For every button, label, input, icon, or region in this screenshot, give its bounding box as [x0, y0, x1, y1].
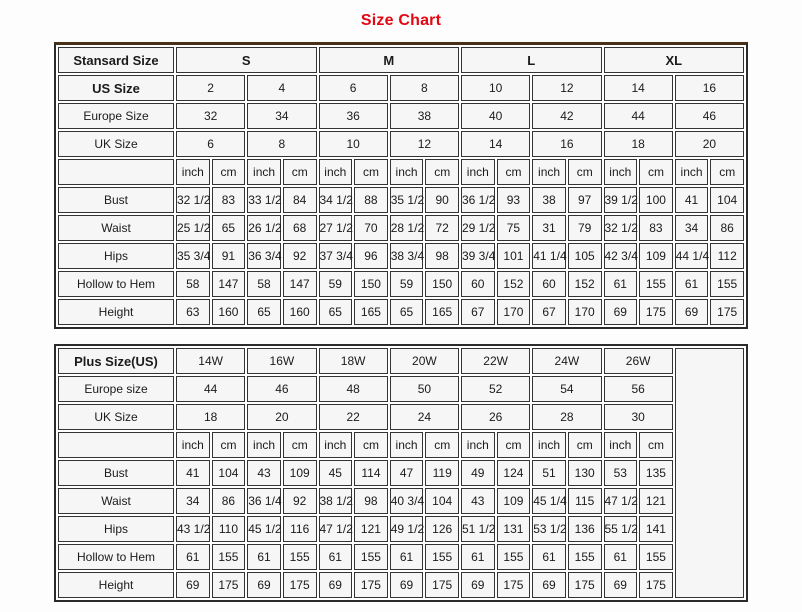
value-cell: 69 — [675, 299, 709, 325]
value-cell: 31 — [532, 215, 566, 241]
value-cell: 65 — [319, 299, 353, 325]
value-cell: 29 1/2 — [461, 215, 495, 241]
value-cell: 36 1/4 — [247, 488, 281, 514]
value-cell: 40 — [461, 103, 530, 129]
table-row — [58, 103, 744, 129]
value-cell: 36 3/4 — [247, 243, 281, 269]
value-cell: 34 — [176, 488, 210, 514]
value-cell: 26 — [461, 404, 530, 430]
value-cell: 35 3/4 — [176, 243, 210, 269]
value-cell: 16 — [675, 75, 744, 101]
value-cell: 35 1/2 — [390, 187, 424, 213]
value-cell: 36 — [319, 103, 388, 129]
value-cell: 115 — [568, 488, 602, 514]
value-cell: 20 — [247, 404, 316, 430]
value-cell: 53 — [604, 460, 638, 486]
value-cell: 114 — [354, 460, 388, 486]
value-cell: 18 — [604, 131, 673, 157]
value-cell: 34 — [247, 103, 316, 129]
corner-label-cell: Plus Size(US) — [58, 348, 174, 374]
value-cell: 48 — [319, 376, 388, 402]
row-label-cell: Waist — [58, 488, 174, 514]
row-label-cell: Height — [58, 299, 174, 325]
value-cell: 98 — [354, 488, 388, 514]
value-cell: 109 — [497, 488, 531, 514]
value-cell: 70 — [354, 215, 388, 241]
size-header-cell: 22W — [461, 348, 530, 374]
table-row — [58, 215, 744, 241]
unit-cell: inch — [461, 159, 495, 185]
value-cell: 160 — [283, 299, 317, 325]
value-cell: 58 — [176, 271, 210, 297]
value-cell: 44 — [176, 376, 245, 402]
table-row — [58, 376, 744, 402]
value-cell: 6 — [319, 75, 388, 101]
size-header-cell: L — [461, 47, 602, 73]
value-cell: 97 — [568, 187, 602, 213]
table-row — [58, 47, 744, 73]
unit-cell: cm — [497, 159, 531, 185]
value-cell: 10 — [319, 131, 388, 157]
value-cell: 36 1/2 — [461, 187, 495, 213]
value-cell: 150 — [425, 271, 459, 297]
size-header-cell: M — [319, 47, 460, 73]
value-cell: 55 1/2 — [604, 516, 638, 542]
unit-cell: cm — [425, 159, 459, 185]
value-cell: 170 — [497, 299, 531, 325]
value-cell: 51 — [532, 460, 566, 486]
value-cell: 61 — [532, 544, 566, 570]
row-label-cell: Europe Size — [58, 103, 174, 129]
value-cell: 6 — [176, 131, 245, 157]
value-cell: 131 — [497, 516, 531, 542]
table-row — [58, 159, 744, 185]
value-cell: 61 — [461, 544, 495, 570]
value-cell: 155 — [639, 544, 673, 570]
table-row — [58, 271, 744, 297]
value-cell: 43 — [247, 460, 281, 486]
standard-size-table — [54, 42, 748, 329]
value-cell: 119 — [425, 460, 459, 486]
size-header-cell: 20W — [390, 348, 459, 374]
value-cell: 45 1/2 — [247, 516, 281, 542]
row-label-cell: Europe size — [58, 376, 174, 402]
value-cell: 152 — [497, 271, 531, 297]
unit-cell: cm — [568, 159, 602, 185]
value-cell: 34 — [675, 215, 709, 241]
unit-cell: cm — [283, 432, 317, 458]
row-label-cell: US Size — [58, 75, 174, 101]
value-cell: 155 — [425, 544, 459, 570]
value-cell: 56 — [604, 376, 673, 402]
value-cell: 150 — [354, 271, 388, 297]
value-cell: 42 3/4 — [604, 243, 638, 269]
value-cell: 121 — [639, 488, 673, 514]
value-cell: 90 — [425, 187, 459, 213]
size-header-cell: 18W — [319, 348, 388, 374]
value-cell: 14 — [461, 131, 530, 157]
row-label-cell: Bust — [58, 460, 174, 486]
unit-cell: inch — [319, 159, 353, 185]
value-cell: 28 — [532, 404, 601, 430]
value-cell: 59 — [390, 271, 424, 297]
value-cell: 26 1/2 — [247, 215, 281, 241]
value-cell: 67 — [461, 299, 495, 325]
value-cell: 67 — [532, 299, 566, 325]
value-cell: 58 — [247, 271, 281, 297]
value-cell: 45 — [319, 460, 353, 486]
value-cell: 42 — [532, 103, 601, 129]
value-cell: 38 — [532, 187, 566, 213]
value-cell: 69 — [319, 572, 353, 598]
unit-cell: inch — [247, 159, 281, 185]
table-row — [58, 544, 744, 570]
size-header-cell: 26W — [604, 348, 673, 374]
value-cell: 46 — [247, 376, 316, 402]
value-cell: 41 1/4 — [532, 243, 566, 269]
value-cell: 86 — [212, 488, 246, 514]
value-cell: 175 — [639, 299, 673, 325]
value-cell: 175 — [710, 299, 744, 325]
unit-cell: cm — [425, 432, 459, 458]
value-cell: 72 — [425, 215, 459, 241]
value-cell: 54 — [532, 376, 601, 402]
row-label-cell: Hips — [58, 243, 174, 269]
value-cell: 43 — [461, 488, 495, 514]
table-row — [58, 75, 744, 101]
value-cell: 8 — [390, 75, 459, 101]
value-cell: 165 — [354, 299, 388, 325]
value-cell: 39 3/4 — [461, 243, 495, 269]
table-row — [58, 572, 744, 598]
value-cell: 30 — [604, 404, 673, 430]
table-row — [58, 488, 744, 514]
value-cell: 22 — [319, 404, 388, 430]
unit-cell: inch — [532, 432, 566, 458]
unit-cell: cm — [710, 159, 744, 185]
value-cell: 10 — [461, 75, 530, 101]
value-cell: 38 3/4 — [390, 243, 424, 269]
unit-cell: cm — [354, 159, 388, 185]
unit-cell: inch — [532, 159, 566, 185]
value-cell: 155 — [497, 544, 531, 570]
size-header-cell: XL — [604, 47, 745, 73]
value-cell: 135 — [639, 460, 673, 486]
value-cell: 18 — [176, 404, 245, 430]
value-cell: 155 — [212, 544, 246, 570]
table-row — [58, 460, 744, 486]
table-row — [58, 404, 744, 430]
unit-cell: inch — [461, 432, 495, 458]
row-label-cell: Hollow to Hem — [58, 544, 174, 570]
size-header-cell: S — [176, 47, 317, 73]
value-cell: 60 — [532, 271, 566, 297]
value-cell: 47 1/2 — [319, 516, 353, 542]
value-cell: 69 — [604, 299, 638, 325]
value-cell: 93 — [497, 187, 531, 213]
value-cell: 12 — [390, 131, 459, 157]
value-cell: 92 — [283, 488, 317, 514]
table-row — [58, 348, 744, 374]
value-cell: 104 — [710, 187, 744, 213]
value-cell: 14 — [604, 75, 673, 101]
value-cell: 96 — [354, 243, 388, 269]
value-cell: 50 — [390, 376, 459, 402]
value-cell: 92 — [283, 243, 317, 269]
value-cell: 61 — [675, 271, 709, 297]
value-cell: 43 1/2 — [176, 516, 210, 542]
row-label-cell: Height — [58, 572, 174, 598]
value-cell: 41 — [176, 460, 210, 486]
value-cell: 61 — [319, 544, 353, 570]
value-cell: 61 — [176, 544, 210, 570]
unit-cell: cm — [568, 432, 602, 458]
value-cell: 41 — [675, 187, 709, 213]
value-cell: 175 — [212, 572, 246, 598]
value-cell: 52 — [461, 376, 530, 402]
value-cell: 105 — [568, 243, 602, 269]
unit-cell: cm — [639, 432, 673, 458]
plus-size-table — [54, 344, 748, 602]
value-cell: 4 — [247, 75, 316, 101]
corner-label-cell: Stansard Size — [58, 47, 174, 73]
value-cell: 69 — [532, 572, 566, 598]
value-cell: 65 — [247, 299, 281, 325]
value-cell: 101 — [497, 243, 531, 269]
value-cell: 49 1/2 — [390, 516, 424, 542]
unit-cell: inch — [176, 159, 210, 185]
value-cell: 24 — [390, 404, 459, 430]
unit-cell: inch — [176, 432, 210, 458]
size-header-cell: 24W — [532, 348, 601, 374]
table-row — [58, 432, 744, 458]
value-cell: 98 — [425, 243, 459, 269]
value-cell: 75 — [497, 215, 531, 241]
value-cell: 130 — [568, 460, 602, 486]
empty-spacer-cell — [675, 348, 744, 598]
table-row — [58, 299, 744, 325]
value-cell: 12 — [532, 75, 601, 101]
value-cell: 136 — [568, 516, 602, 542]
value-cell: 104 — [425, 488, 459, 514]
value-cell: 27 1/2 — [319, 215, 353, 241]
value-cell: 44 1/4 — [675, 243, 709, 269]
unit-cell: inch — [390, 159, 424, 185]
value-cell: 109 — [639, 243, 673, 269]
table-row — [58, 516, 744, 542]
row-label-cell — [58, 159, 174, 185]
value-cell: 65 — [390, 299, 424, 325]
value-cell: 69 — [604, 572, 638, 598]
size-header-cell: 14W — [176, 348, 245, 374]
value-cell: 116 — [283, 516, 317, 542]
value-cell: 155 — [283, 544, 317, 570]
value-cell: 112 — [710, 243, 744, 269]
value-cell: 20 — [675, 131, 744, 157]
value-cell: 47 1/2 — [604, 488, 638, 514]
value-cell: 147 — [283, 271, 317, 297]
row-label-cell: UK Size — [58, 404, 174, 430]
unit-cell: inch — [319, 432, 353, 458]
value-cell: 147 — [212, 271, 246, 297]
value-cell: 51 1/2 — [461, 516, 495, 542]
value-cell: 34 1/2 — [319, 187, 353, 213]
value-cell: 84 — [283, 187, 317, 213]
value-cell: 69 — [247, 572, 281, 598]
unit-cell: cm — [497, 432, 531, 458]
value-cell: 38 — [390, 103, 459, 129]
value-cell: 155 — [568, 544, 602, 570]
value-cell: 160 — [212, 299, 246, 325]
value-cell: 69 — [461, 572, 495, 598]
table-row — [58, 131, 744, 157]
value-cell: 126 — [425, 516, 459, 542]
unit-cell: cm — [283, 159, 317, 185]
value-cell: 86 — [710, 215, 744, 241]
table-row — [58, 187, 744, 213]
value-cell: 141 — [639, 516, 673, 542]
value-cell: 46 — [675, 103, 744, 129]
value-cell: 37 3/4 — [319, 243, 353, 269]
value-cell: 155 — [354, 544, 388, 570]
value-cell: 175 — [354, 572, 388, 598]
value-cell: 69 — [390, 572, 424, 598]
value-cell: 44 — [604, 103, 673, 129]
unit-cell: cm — [354, 432, 388, 458]
value-cell: 61 — [604, 544, 638, 570]
value-cell: 110 — [212, 516, 246, 542]
value-cell: 61 — [390, 544, 424, 570]
value-cell: 83 — [212, 187, 246, 213]
unit-cell: cm — [639, 159, 673, 185]
value-cell: 40 3/4 — [390, 488, 424, 514]
value-cell: 47 — [390, 460, 424, 486]
value-cell: 25 1/2 — [176, 215, 210, 241]
value-cell: 170 — [568, 299, 602, 325]
unit-cell: inch — [604, 432, 638, 458]
value-cell: 65 — [212, 215, 246, 241]
value-cell: 32 — [176, 103, 245, 129]
value-cell: 121 — [354, 516, 388, 542]
value-cell: 28 1/2 — [390, 215, 424, 241]
value-cell: 39 1/2 — [604, 187, 638, 213]
value-cell: 104 — [212, 460, 246, 486]
unit-cell: inch — [604, 159, 638, 185]
value-cell: 100 — [639, 187, 673, 213]
value-cell: 68 — [283, 215, 317, 241]
value-cell: 175 — [425, 572, 459, 598]
value-cell: 61 — [247, 544, 281, 570]
row-label-cell: Hollow to Hem — [58, 271, 174, 297]
row-label-cell: UK Size — [58, 131, 174, 157]
value-cell: 88 — [354, 187, 388, 213]
value-cell: 45 1/4 — [532, 488, 566, 514]
value-cell: 83 — [639, 215, 673, 241]
value-cell: 33 1/2 — [247, 187, 281, 213]
value-cell: 2 — [176, 75, 245, 101]
size-header-cell: 16W — [247, 348, 316, 374]
value-cell: 16 — [532, 131, 601, 157]
value-cell: 63 — [176, 299, 210, 325]
unit-cell: cm — [212, 432, 246, 458]
value-cell: 61 — [604, 271, 638, 297]
value-cell: 38 1/2 — [319, 488, 353, 514]
unit-cell: cm — [212, 159, 246, 185]
value-cell: 175 — [283, 572, 317, 598]
value-cell: 109 — [283, 460, 317, 486]
value-cell: 69 — [176, 572, 210, 598]
value-cell: 79 — [568, 215, 602, 241]
row-label-cell: Bust — [58, 187, 174, 213]
value-cell: 32 1/2 — [176, 187, 210, 213]
value-cell: 155 — [639, 271, 673, 297]
value-cell: 53 1/2 — [532, 516, 566, 542]
unit-cell: inch — [390, 432, 424, 458]
value-cell: 152 — [568, 271, 602, 297]
value-cell: 165 — [425, 299, 459, 325]
row-label-cell: Hips — [58, 516, 174, 542]
value-cell: 124 — [497, 460, 531, 486]
value-cell: 175 — [639, 572, 673, 598]
unit-cell: inch — [247, 432, 281, 458]
value-cell: 49 — [461, 460, 495, 486]
value-cell: 8 — [247, 131, 316, 157]
unit-cell: inch — [675, 159, 709, 185]
page-title: Size Chart — [360, 12, 442, 29]
value-cell: 32 1/2 — [604, 215, 638, 241]
value-cell: 59 — [319, 271, 353, 297]
row-label-cell: Waist — [58, 215, 174, 241]
value-cell: 60 — [461, 271, 495, 297]
value-cell: 155 — [710, 271, 744, 297]
row-label-cell — [58, 432, 174, 458]
value-cell: 91 — [212, 243, 246, 269]
value-cell: 175 — [497, 572, 531, 598]
table-row — [58, 243, 744, 269]
value-cell: 175 — [568, 572, 602, 598]
